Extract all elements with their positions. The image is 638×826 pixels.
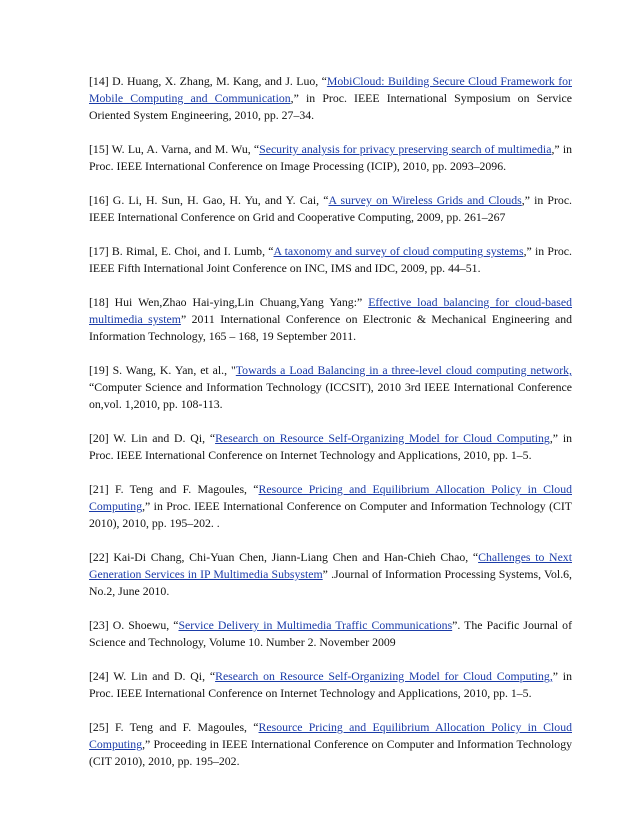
reference-suffix: ” 2011 International Conference on Electronic & Mechanical Engineering and Information Technology, 165 – 168, 19 September 2011. <box>89 312 572 343</box>
reference-17 <box>89 243 572 277</box>
reference-prefix: [22] Kai-Di Chang, Chi-Yuan Chen, Jiann-Liang Chen and Han-Chieh Chao, “ <box>89 550 479 564</box>
reference-prefix: [23] O. Shoewu, “ <box>89 618 179 632</box>
reference-link[interactable]: A survey on Wireless Grids and Clouds <box>328 193 522 207</box>
reference-link[interactable]: Service Delivery in Multimedia Traffic Communications <box>178 618 453 632</box>
reference-24 <box>89 668 572 702</box>
reference-link[interactable]: Research on Resource Self-Organizing Model for Cloud Computing, <box>215 669 553 683</box>
reference-suffix: ,” in Proc. IEEE International Conference on Internet Technology and Applications, 2010, pp. 1–5. <box>89 431 572 462</box>
reference-18 <box>89 294 572 345</box>
reference-link[interactable]: Security analysis for privacy preserving search of multimedia <box>259 142 552 156</box>
reference-prefix: [20] W. Lin and D. Qi, “ <box>89 431 216 445</box>
reference-prefix: [21] F. Teng and F. Magoules, “ <box>89 482 259 496</box>
reference-prefix: [16] G. Li, H. Sun, H. Gao, H. Yu, and Y. Cai, “ <box>89 193 329 207</box>
reference-prefix: [19] S. Wang, K. Yan, et al., " <box>89 363 236 377</box>
reference-suffix: ” .Journal of Information Processing Systems, Vol.6, No.2, June 2010. <box>89 567 572 598</box>
reference-suffix: “Computer Science and Information Technology (ICCSIT), 2010 3rd IEEE International Conference on,vol. 1,2010, pp. 108-113. <box>89 380 572 411</box>
reference-21 <box>89 481 572 532</box>
reference-link[interactable]: A taxonomy and survey of cloud computing systems <box>273 244 524 258</box>
reference-19 <box>89 362 572 413</box>
reference-suffix: ,” Proceeding in IEEE International Conference on Computer and Information Technology (CIT 2010), 2010, pp. 195–202. <box>89 737 572 768</box>
reference-link[interactable]: MobiCloud: Building Secure Cloud Framework for Mobile Computing and Communication <box>89 74 572 105</box>
reference-14 <box>89 73 572 124</box>
reference-link[interactable]: Towards a Load Balancing in a three-level cloud computing network, <box>235 363 572 377</box>
reference-22 <box>89 549 572 600</box>
reference-prefix: [14] D. Huang, X. Zhang, M. Kang, and J. Luo, “ <box>89 74 327 88</box>
reference-suffix: ” in Proc. IEEE International Conference on Internet Technology and Applications, 2010, pp. 1–5. <box>89 669 572 700</box>
reference-suffix: ,” in Proc. IEEE International Conference on Computer and Information Technology (CIT 2010), 2010, pp. 195–202. . <box>89 499 572 530</box>
reference-link[interactable]: Resource Pricing and Equilibrium Allocation Policy in Cloud Computing <box>89 720 572 751</box>
reference-15 <box>89 141 572 175</box>
reference-suffix: ”. The Pacific Journal of Science and Technology, Volume 10. Number 2. November 2009 <box>89 618 573 649</box>
reference-prefix: [18] Hui Wen,Zhao Hai-ying,Lin Chuang,Yang Yang:” <box>89 295 369 309</box>
reference-suffix: ,” in Proc. IEEE International Conference on Image Processing (ICIP), 2010, pp. 2093–2096. <box>89 142 572 173</box>
reference-prefix: [24] W. Lin and D. Qi, “ <box>89 669 216 683</box>
reference-prefix: [25] F. Teng and F. Magoules, “ <box>89 720 259 734</box>
reference-suffix: ,” in Proc. IEEE Fifth International Joint Conference on INC, IMS and IDC, 2009, pp. 44–51. <box>89 244 572 275</box>
reference-16 <box>89 192 572 226</box>
reference-link[interactable]: Effective load balancing for cloud-based multimedia system <box>89 295 572 326</box>
reference-25 <box>89 719 572 770</box>
reference-link[interactable]: Challenges to Next Generation Services in IP Multimedia Subsystem <box>89 550 572 581</box>
reference-link[interactable]: Research on Resource Self-Organizing Model for Cloud Computing <box>215 431 550 445</box>
reference-suffix: ,” in Proc. IEEE International Symposium on Service Oriented System Engineering, 2010, pp. 27–34. <box>89 91 572 122</box>
reference-prefix: [15] W. Lu, A. Varna, and M. Wu, “ <box>89 142 260 156</box>
reference-link[interactable]: Resource Pricing and Equilibrium Allocation Policy in Cloud Computing <box>89 482 572 513</box>
reference-20 <box>89 430 572 464</box>
reference-23 <box>89 617 572 651</box>
reference-suffix: ,” in Proc. IEEE International Conference on Grid and Cooperative Computing, 2009, pp. 261–267 <box>89 193 573 224</box>
reference-prefix: [17] B. Rimal, E. Choi, and I. Lumb, “ <box>89 244 274 258</box>
